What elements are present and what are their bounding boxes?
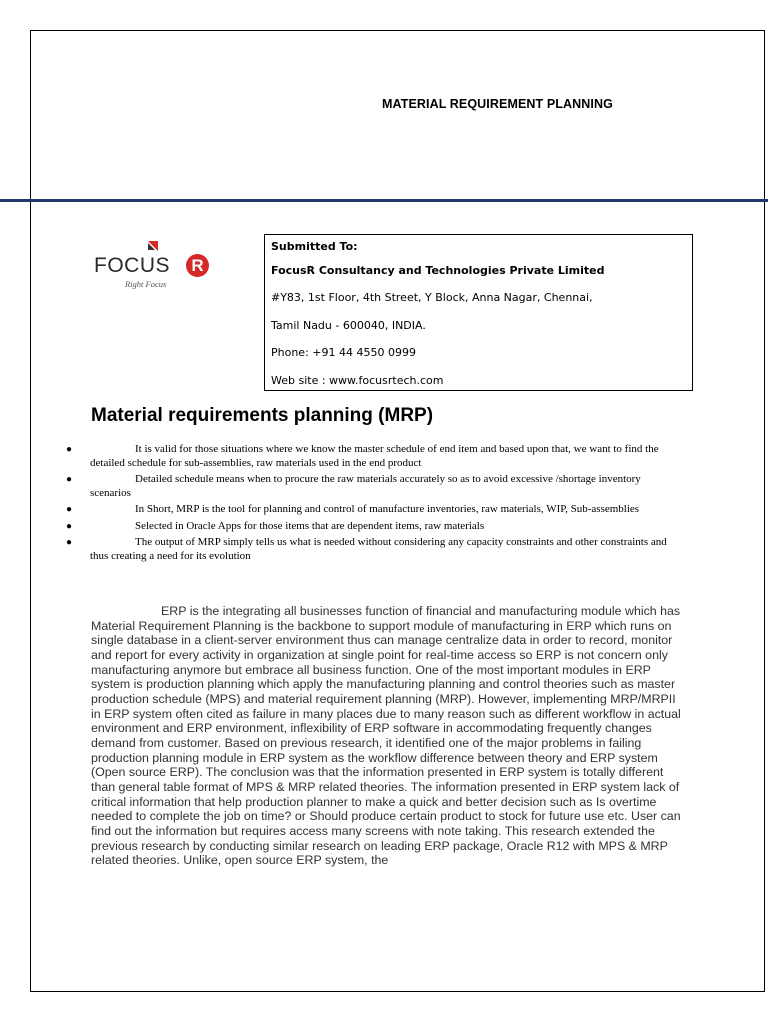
- header-divider: [0, 199, 768, 202]
- bullet-text: The output of MRP simply tells us what is needed without considering any capacity constraints and other constraints and thus creating a need for its evolution: [90, 536, 667, 562]
- logo-tagline: Right Focus: [125, 279, 167, 289]
- bullet-list: [66, 443, 676, 566]
- submitted-label: Submitted To:: [271, 240, 358, 253]
- focusr-logo: [94, 240, 224, 292]
- list-item: [66, 536, 676, 563]
- bullet-icon: ●: [66, 520, 73, 532]
- address-line-2: Tamil Nadu - 600040, INDIA.: [271, 318, 426, 332]
- address-line-1: #Y83, 1st Floor, 4th Street, Y Block, Anna Nagar, Chennai,: [271, 291, 593, 304]
- list-item: [66, 443, 676, 470]
- bullet-icon: ●: [66, 537, 73, 548]
- logo-brand: FOCUS: [94, 254, 170, 277]
- header-title: MATERIAL REQUIREMENT PLANNING: [382, 97, 613, 111]
- bullet-text: Detailed schedule means when to procure the raw materials accurately so as to avoid excessive /shortage inventory scenarios: [90, 473, 641, 499]
- list-item: [66, 473, 676, 500]
- section-heading: Material requirements planning (MRP): [91, 405, 434, 426]
- website: Web site : www.focusrtech.com: [271, 373, 444, 387]
- bullet-text: Selected in Oracle Apps for those items that are dependent items, raw materials: [135, 519, 485, 532]
- bullet-icon: ●: [66, 474, 73, 485]
- list-item: [66, 503, 676, 517]
- bullet-icon: ●: [66, 444, 73, 455]
- logo-r-badge: R: [186, 254, 209, 277]
- phone-number: Phone: +91 44 4550 0999: [271, 346, 416, 359]
- bullet-icon: ●: [66, 504, 73, 515]
- body-paragraph: ERP is the integrating all businesses function of financial and manufacturing module which has Material Requirement Planning is the backbone to support module of manufacturing in ERP which runs on single database in a client-server environment thus can manage centralize data in order to record, monitor and report for every activity in organization at single point for real-time access so ERP is not concern only manufacturing anymore but embrace all business function. One of the most important modules in ERP system is production planning which apply the manufacturing planning and control theories such as master production schedule (MPS) and material requirement planning (MRP). However, implementing MRP/MRPII in ERP system often cited as failure in many places due to many reason such as different workflow in actual environment and ERP environment, inflexibility of ERP software in accommodating frequently changes demand from customer. Based on previous research, it identified one of the major problems in failing production planning module in ERP system as the workflow difference between theory and ERP system (Open source ERP). The conclusion was that the information presented in ERP system is totally different than general table format of MPS & MRP related theories. The information presented in ERP system lack of critical information that help production planner to make a quick and better decision such as Is overtime needed to complete the job on time? or Should produce certain product to stock for future use etc. User can find out the information but requires access many screens with note taking. This research extended the previous research by conducting similar research on leading ERP package, Oracle R12 with MPS & MRP related theories. Unlike, open source ERP system, the: [91, 604, 681, 868]
- bullet-text: In Short, MRP is the tool for planning and control of manufacture inventories, raw materials, WIP, Sub-assemblies: [135, 503, 640, 515]
- list-item: [66, 520, 676, 534]
- bullet-text: It is valid for those situations where we know the master schedule of end item and based upon that, we want to find the detailed schedule for sub-assemblies, raw materials used in the end product: [90, 443, 659, 469]
- submitted-to-box: [264, 234, 693, 391]
- company-name: FocusR Consultancy and Technologies Private Limited: [271, 264, 605, 277]
- logo-flag-icon: [147, 240, 161, 254]
